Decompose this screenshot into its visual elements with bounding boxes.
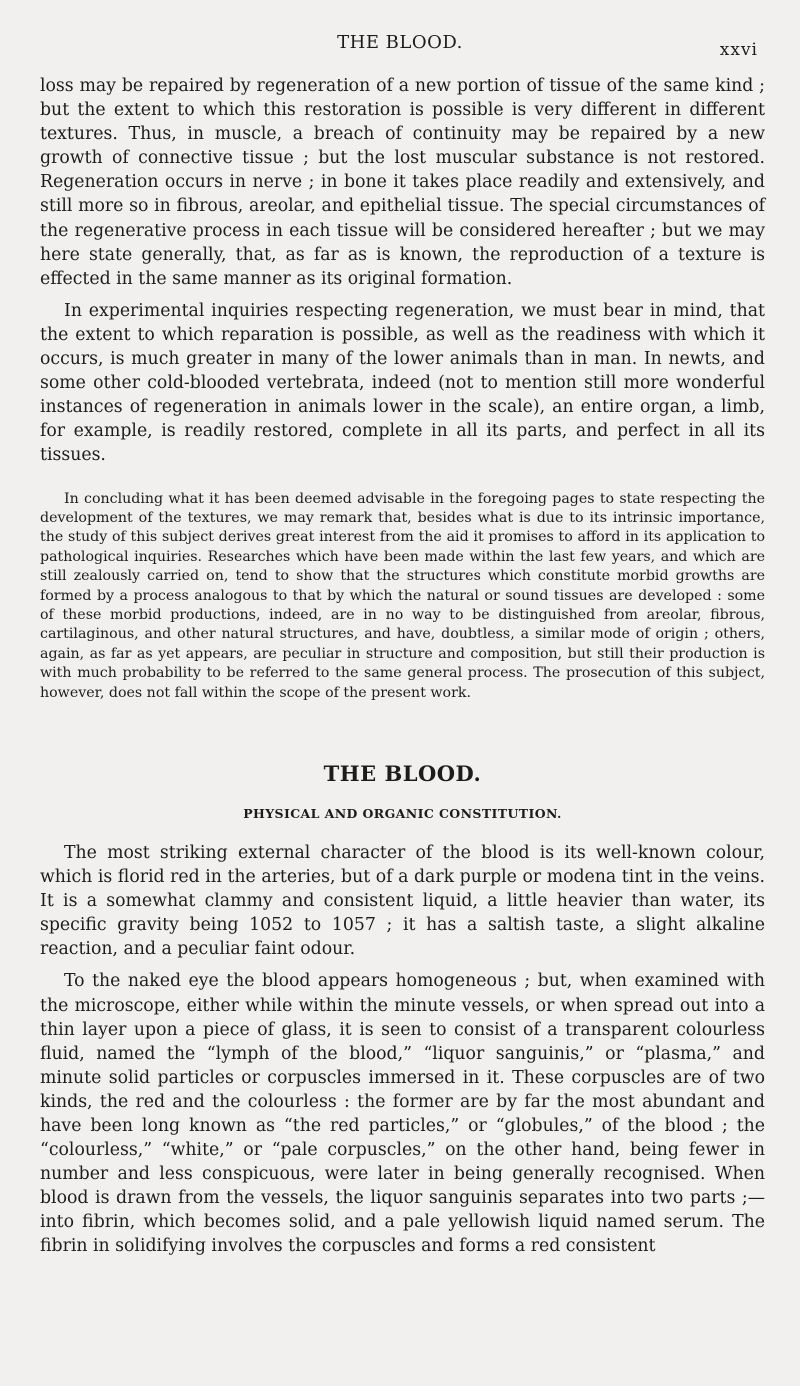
page-number: xxvi [719, 40, 758, 60]
paragraph-blood-character: The most striking external character of the blood is its well-known colour, which is florid red in the arteries, but of a dark purple or modena tint in the veins. It is a somewhat clammy and consistent liquid, a little heavier than water, its specific gravity being 1052 to 1057 ; it has a saltish taste, a slight alkaline reaction, and a peculiar faint odour. [40, 842, 765, 960]
page-body [40, 74, 765, 1259]
subsection-title: PHYSICAL AND ORGANIC CONSTITUTION. [243, 805, 562, 821]
section-title: THE BLOOD. [323, 760, 482, 786]
paragraph-blood-microscope: To the naked eye the blood appears homogeneous ; but, when examined with the microscope, either while within the minute vessels, or when spread out into a thin layer upon a piece of glass, it is seen to consist of a transparent colourless fluid, named the “lymph of the blood,” “liquor sanguinis,” or “plasma,” and minute solid particles or corpuscles immersed in it. These corpuscles are of two kinds, the red and the colourless : the former are by far the most abundant and have been long known as “the red particles,” or “globules,” of the blood ; the “colourless,” “white,” or “pale corpuscles,” on the other hand, being fewer in number and less conspicuous, were later in being generally recognised. When blood is drawn from the vessels, the liquor sanguinis separates into two parts ;— into fibrin, which becomes solid, and a pale yellowish liquid named serum. The fibrin in solidifying involves the corpuscles and forms a red consistent [40, 971, 765, 1257]
paragraph-regeneration-continued: loss may be repaired by regeneration of a new portion of tissue of the same kind ; but the extent to which this restoration is possible is very different in different textures. Thus, in muscle, a breach of continuity may be repaired by a new growth of connective tissue ; but the lost muscular substance is not restored. Regeneration occurs in nerve ; in bone it takes place readily and extensively, and still more so in fibrous, areolar, and epithelial tissue. The special circumstances of the regenerative process in each tissue will be considered hereafter ; but we may here state generally, that, as far as is known, the reproduction of a texture is effected in the same manner as its original formation. [40, 76, 765, 289]
running-title: THE BLOOD. [337, 32, 463, 53]
paragraph-experimental-inquiries: In experimental inquiries respecting regeneration, we must bear in mind, that the extent to which reparation is possible, as well as the readiness with which it occurs, is much greater in many of the lower animals than in man. In newts, and some other cold-blooded vertebrata, indeed (not to mention still more wonderful instances of regeneration in animals lower in the scale), an entire organ, a limb, for example, is readily restored, complete in all its parts, and perfect in all its tissues. [40, 300, 765, 466]
paragraph-concluding-note: In concluding what it has been deemed advisable in the foregoing pages to state respecting the development of the textures, we may remark that, besides what is due to its intrinsic importance, the study of this subject derives great interest from the aid it promises to afford in its application to pathological inquiries. Researches which have been made within the last few years, and which are still zealously carried on, tend to show that the structures which constitute morbid growths are formed by a process analogous to that by which the natural or sound tissues are developed : some of these morbid productions, indeed, are in no way to be distinguished from areolar, fibrous, cartilaginous, and other natural structures, and have, doubtless, a similar mode of origin ; others, again, as far as yet appears, are peculiar in structure and composition, but still their production is with much probability to be referred to the same general process. The prosecution of this subject, however, does not fall within the scope of the present work. [40, 490, 765, 701]
